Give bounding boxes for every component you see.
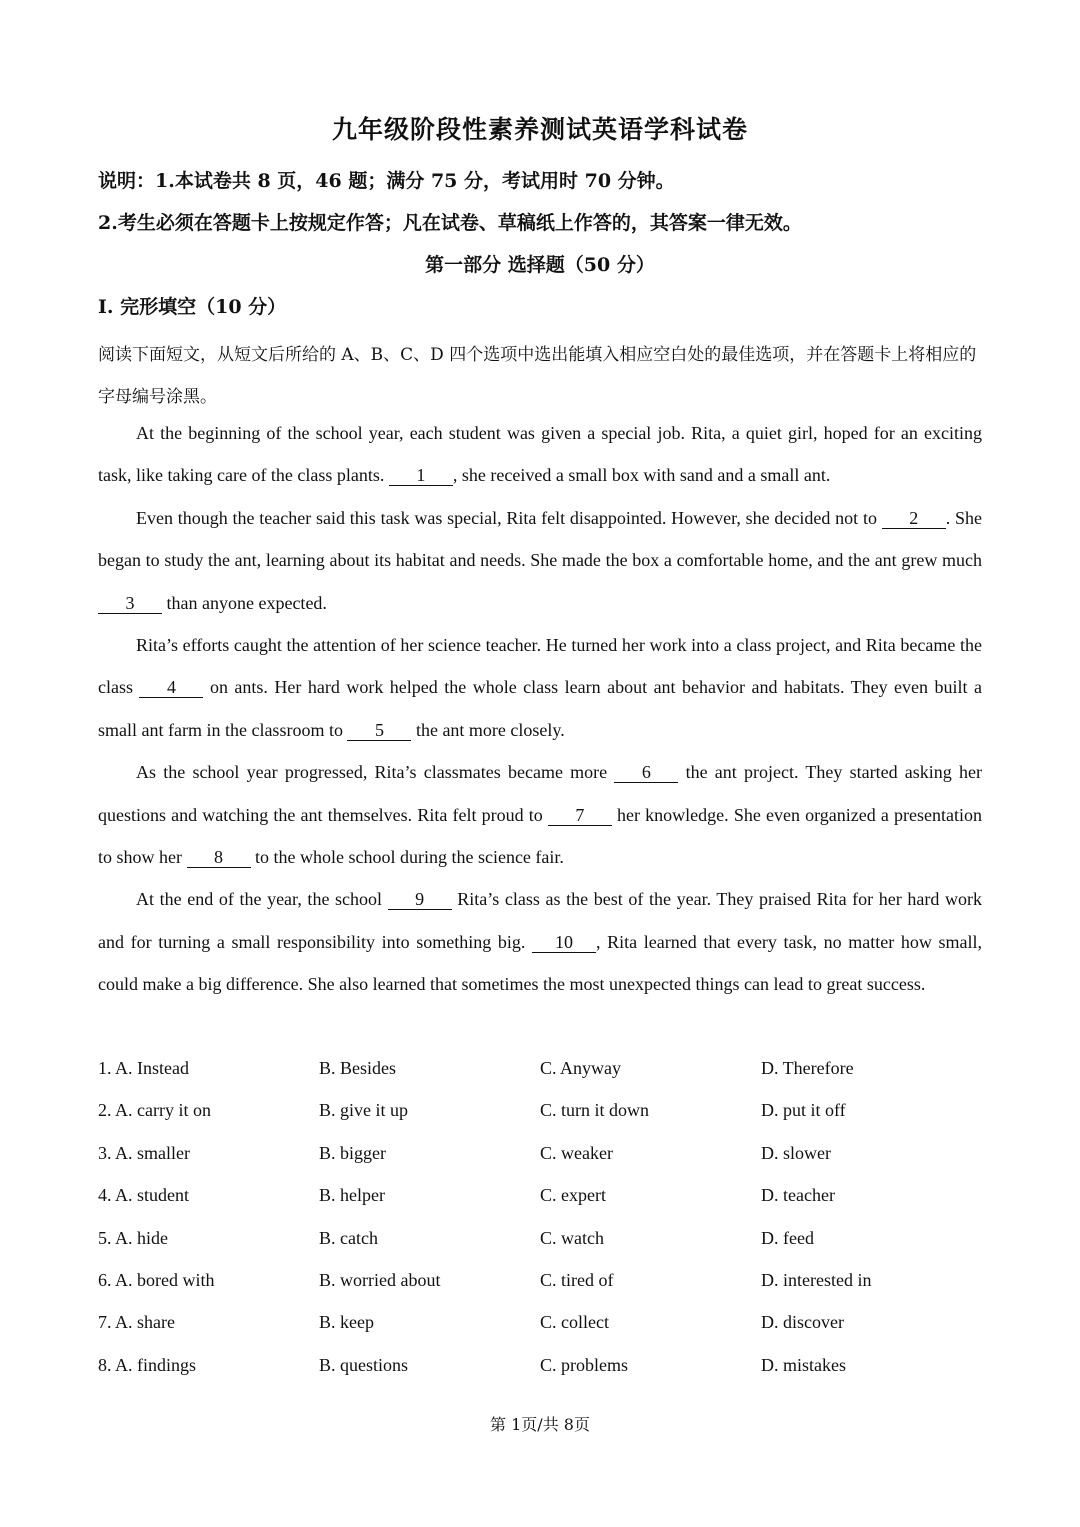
option-d: D. feed	[761, 1227, 814, 1248]
cloze-passage	[98, 412, 982, 1006]
option-a: 3. A. smaller	[98, 1142, 190, 1163]
cloze-blank: 1	[389, 465, 453, 486]
option-c: C. turn it down	[540, 1100, 650, 1121]
option-b: B. bigger	[319, 1142, 386, 1163]
page-number: 第 1页/共 8页	[490, 1415, 590, 1434]
exam-instructions-line-2: 2.考生必须在答题卡上按规定作答；凡在试卷、草稿纸上作答的，其答案一律无效。	[98, 212, 802, 234]
cloze-blank: 6	[614, 762, 678, 783]
section-directions: 阅读下面短文，从短文后所给的 A、B、C、D 四个选项中选出能填入相应空白处的最佳选项，并在答题卡上将相应的字母编号涂黑。	[98, 345, 977, 407]
option-a: 7. A. share	[98, 1312, 175, 1333]
option-b: B. keep	[319, 1312, 374, 1333]
answer-options	[98, 1048, 998, 1387]
cloze-blank: 7	[548, 805, 612, 826]
cloze-blank: 4	[139, 677, 203, 698]
cloze-blank: 9	[388, 889, 452, 910]
option-d: D. put it off	[761, 1100, 846, 1121]
option-b: B. helper	[319, 1185, 385, 1206]
option-a: 1. A. Instead	[98, 1058, 189, 1078]
option-row	[98, 1133, 998, 1175]
option-b: B. Besides	[319, 1058, 397, 1078]
option-d: D. teacher	[761, 1185, 835, 1206]
option-row	[98, 1090, 998, 1132]
option-row	[98, 1218, 998, 1260]
option-row	[98, 1260, 998, 1302]
part-heading: 第一部分 选择题（50 分）	[425, 254, 655, 276]
option-b: B. give it up	[319, 1100, 408, 1121]
option-a: 5. A. hide	[98, 1227, 168, 1248]
passage-paragraph: At the beginning of the school year, each student was given a special job. Rita, a quiet girl, hoped for an exciting task, like taking care of the class plants. 1 , she received a small box with sand and a small ant.	[98, 423, 982, 486]
option-a: 6. A. bored with	[98, 1269, 215, 1290]
option-c: C. problems	[540, 1354, 628, 1375]
option-a: 8. A. findings	[98, 1354, 197, 1375]
cloze-blank: 8	[187, 847, 251, 868]
cloze-blank: 2	[882, 508, 946, 529]
passage-paragraph: Even though the teacher said this task was special, Rita felt disappointed. However, she decided not to 2 . She began to study the ant, learning about its habitat and needs. She made the box a comfortable home, and the ant grew much 3 than anyone expected.	[98, 507, 983, 613]
option-b: B. catch	[319, 1227, 378, 1248]
option-c: C. weaker	[540, 1142, 613, 1163]
option-row	[98, 1302, 998, 1344]
cloze-blank: 10	[532, 932, 596, 953]
option-b: B. questions	[319, 1354, 409, 1375]
option-c: C. collect	[540, 1312, 609, 1333]
exam-title: 九年级阶段性素养测试英语学科试卷	[331, 115, 748, 144]
exam-instructions-line-1: 说明：1.本试卷共 8 页，46 题；满分 75 分，考试用时 70 分钟。	[98, 170, 675, 192]
cloze-blank: 5	[347, 720, 411, 741]
option-c: C. expert	[540, 1185, 606, 1206]
option-c: C. watch	[540, 1227, 604, 1248]
passage-paragraph: At the end of the year, the school 9 Rita’s class as the best of the year. They praised Rita for her hard work and for turning a small responsibility into something big. 10 , Rita learned that every task, no matter how small, could make a big difference. She also learned that sometimes the most unexpected things can lead to great success.	[98, 889, 982, 995]
option-d: D. discover	[761, 1312, 844, 1333]
option-row	[98, 1345, 998, 1387]
option-d: D. interested in	[761, 1269, 872, 1290]
option-row	[98, 1048, 998, 1090]
option-a: 2. A. carry it on	[98, 1100, 211, 1121]
option-d: D. mistakes	[761, 1354, 846, 1375]
passage-paragraph: Rita’s efforts caught the attention of her science teacher. He turned her work into a class project, and Rita became the class 4 on ants. Her hard work helped the whole class learn about ant behavior and habitats. They even built a small ant farm in the classroom to 5 the ant more closely.	[98, 635, 982, 740]
option-b: B. worried about	[319, 1269, 441, 1290]
option-c: C. Anyway	[540, 1058, 621, 1078]
option-c: C. tired of	[540, 1269, 614, 1290]
option-a: 4. A. student	[98, 1185, 190, 1206]
section-heading: Ⅰ. 完形填空（10 分）	[98, 296, 287, 318]
option-d: D. Therefore	[761, 1058, 854, 1078]
option-d: D. slower	[761, 1142, 831, 1163]
option-row	[98, 1175, 998, 1217]
cloze-blank: 3	[98, 593, 162, 614]
passage-paragraph: As the school year progressed, Rita’s classmates became more 6 the ant project. They started asking her questions and watching the ant themselves. Rita felt proud to 7 her knowledge. She even organized a presentation to show her 8 to the whole school during the science fair.	[98, 762, 983, 868]
